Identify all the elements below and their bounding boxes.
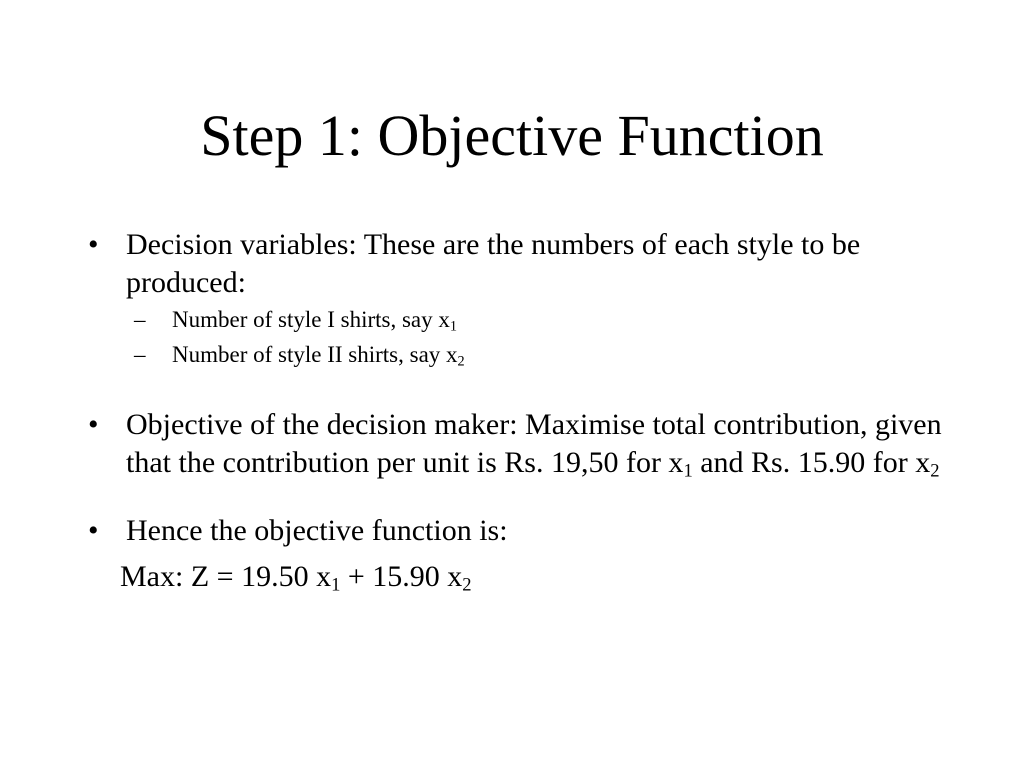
subitem-subscript: 2	[457, 353, 465, 370]
bullet-text-part-b: and Rs. 15.90 for x	[692, 446, 931, 479]
bullet-icon: •	[88, 514, 99, 547]
formula-subscript-b: 2	[462, 574, 472, 596]
bullet-icon: •	[88, 408, 99, 441]
spacer	[88, 372, 948, 406]
bullet-text: Decision variables: These are the numbers of each style to be produced:	[126, 228, 861, 299]
bullet-hence	[88, 512, 948, 550]
bullet-subscript-a: 1	[683, 460, 693, 482]
objective-formula	[88, 558, 948, 596]
formula-part-b: + 15.90 x	[340, 560, 463, 593]
subitem-text: Number of style I shirts, say x	[172, 307, 450, 332]
subitem-style-1	[88, 302, 948, 337]
subitem-text: Number of style II shirts, say x	[172, 342, 458, 367]
bullet-text: Hence the objective function is:	[126, 514, 508, 547]
bullet-text-part-a: Objective of the decision maker: Maximise total contribution, given that the contribution per unit is Rs. 19,50 for x	[126, 408, 942, 479]
dash-icon: –	[134, 307, 146, 332]
bullet-icon: •	[88, 228, 99, 261]
spacer	[88, 482, 948, 512]
subitem-style-2	[88, 337, 948, 372]
bullet-subscript-b: 2	[930, 460, 940, 482]
slide-title: Step 1: Objective Function	[200, 103, 824, 168]
formula-subscript-a: 1	[331, 574, 341, 596]
formula-part-a: Max: Z = 19.50 x	[120, 560, 332, 593]
bullet-objective	[88, 406, 948, 482]
bullet-decision-variables	[88, 226, 948, 302]
dash-icon: –	[134, 342, 146, 367]
slide-body	[88, 226, 948, 596]
subitem-subscript: 1	[449, 318, 458, 335]
